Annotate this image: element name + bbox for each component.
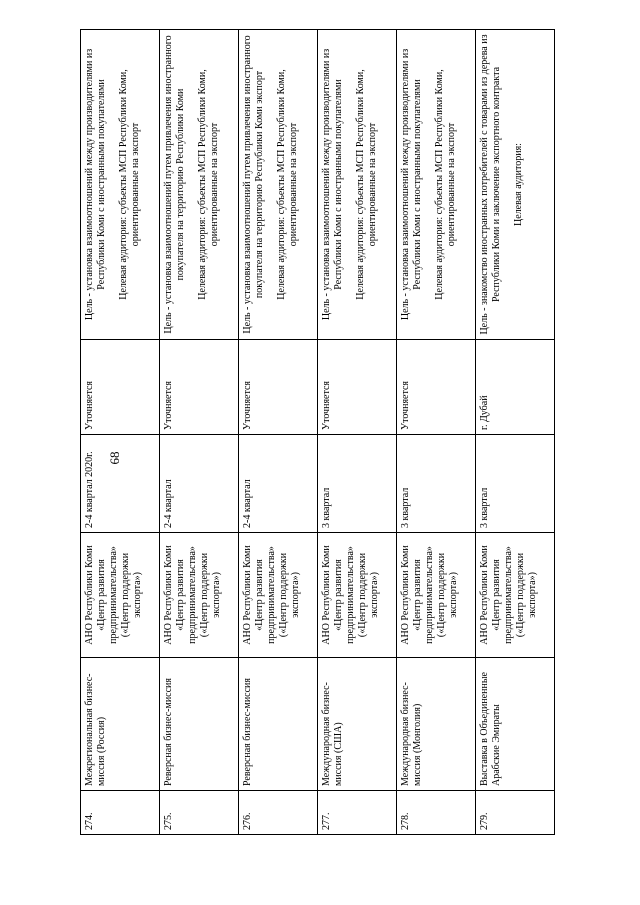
event-name: Межрегиональная бизнес-миссия (Россия) xyxy=(81,658,160,791)
event-description xyxy=(160,30,239,340)
target-audience: Целевая аудитория: субъекты МСП Республики Коми, ориентированные на экспорт xyxy=(434,69,457,300)
event-place: Уточняется xyxy=(318,340,397,435)
organizer: АНО Республики Коми «Центр развития предпринимательства» («Центр поддержки экспорта») xyxy=(318,533,397,658)
table-row xyxy=(397,30,476,835)
event-goal: Цель - установка взаимоотношений между производителями из Республики Коми с иностранными покупателями xyxy=(400,48,423,321)
event-description xyxy=(81,30,160,340)
event-description xyxy=(239,30,318,340)
table-row xyxy=(239,30,318,835)
event-name: Международная бизнес-миссия (США) xyxy=(318,658,397,791)
event-term: 2-4 квартал xyxy=(239,435,318,533)
event-description xyxy=(318,30,397,340)
event-goal: Цель - установка взаимоотношений между производителями из Республики Коми с иностранными покупателями xyxy=(84,48,107,321)
event-goal: Цель - установка взаимоотношений путем привлечения иностранного покупателя на территорию Республики Коми экспорт xyxy=(242,35,265,334)
target-audience: Целевая аудитория: субъекты МСП Республики Коми, ориентированные на экспорт xyxy=(276,69,299,300)
table-row xyxy=(160,30,239,835)
organizer: АНО Республики Коми «Центр развития предпринимательства» («Центр поддержки экспорта») xyxy=(397,533,476,658)
table-row xyxy=(318,30,397,835)
event-term: 3 квартал xyxy=(318,435,397,533)
row-number: 275. xyxy=(160,791,239,835)
row-number: 278. xyxy=(397,791,476,835)
event-term: 2-4 квартал 2020г. xyxy=(81,435,160,533)
event-name: Реверсная бизнес-миссия xyxy=(160,658,239,791)
event-name: Реверсная бизнес-миссия xyxy=(239,658,318,791)
event-place: Уточняется xyxy=(397,340,476,435)
event-goal: Цель - знакомство иностранных потребителей с товарами из дерева из Республики Коми и заключение экспортного контракта xyxy=(479,34,502,335)
organizer: АНО Республики Коми «Центр развития предпринимательства» («Центр поддержки экспорта») xyxy=(239,533,318,658)
table-row xyxy=(476,30,555,835)
row-number: 277. xyxy=(318,791,397,835)
event-name: Международная бизнес-миссия (Монголия) xyxy=(397,658,476,791)
event-goal: Цель - установка взаимоотношений между производителями из Республики Коми с иностранными покупателями xyxy=(321,48,344,321)
event-place: Уточняется xyxy=(160,340,239,435)
event-name: Выставка в Объединенные Арабские Эмираты xyxy=(476,658,555,791)
event-description xyxy=(476,30,555,340)
organizer: АНО Республики Коми «Центр развития предпринимательства» («Центр поддержки экспорта») xyxy=(81,533,160,658)
table-row xyxy=(81,30,160,835)
event-term: 2-4 квартал xyxy=(160,435,239,533)
target-audience: Целевая аудитория: субъекты МСП Республики Коми, ориентированные на экспорт xyxy=(118,69,141,300)
row-number: 279. xyxy=(476,791,555,835)
event-goal: Цель - установка взаимоотношений путем привлечения иностранного покупателя на территорию Республики Коми xyxy=(163,35,186,334)
event-term: 3 квартал xyxy=(476,435,555,533)
target-audience: Целевая аудитория: субъекты МСП Республики Коми, ориентированные на экспорт xyxy=(197,69,220,300)
event-place: Уточняется xyxy=(81,340,160,435)
organizer: АНО Республики Коми «Центр развития предпринимательства» («Центр поддержки экспорта») xyxy=(476,533,555,658)
row-number: 276. xyxy=(239,791,318,835)
event-place: г. Дубай xyxy=(476,340,555,435)
events-table xyxy=(80,29,555,835)
target-audience: Целевая аудитория: субъекты МСП Республики Коми, ориентированные на экспорт xyxy=(355,69,378,300)
event-term: 3 квартал xyxy=(397,435,476,533)
page-number: 68 xyxy=(107,451,122,465)
event-description xyxy=(397,30,476,340)
row-number: 274. xyxy=(81,791,160,835)
event-place: Уточняется xyxy=(239,340,318,435)
events-table-wrapper xyxy=(80,30,555,835)
organizer: АНО Республики Коми «Центр развития предпринимательства» («Центр поддержки экспорта») xyxy=(160,533,239,658)
target-audience: Целевая аудитория: xyxy=(513,143,524,226)
